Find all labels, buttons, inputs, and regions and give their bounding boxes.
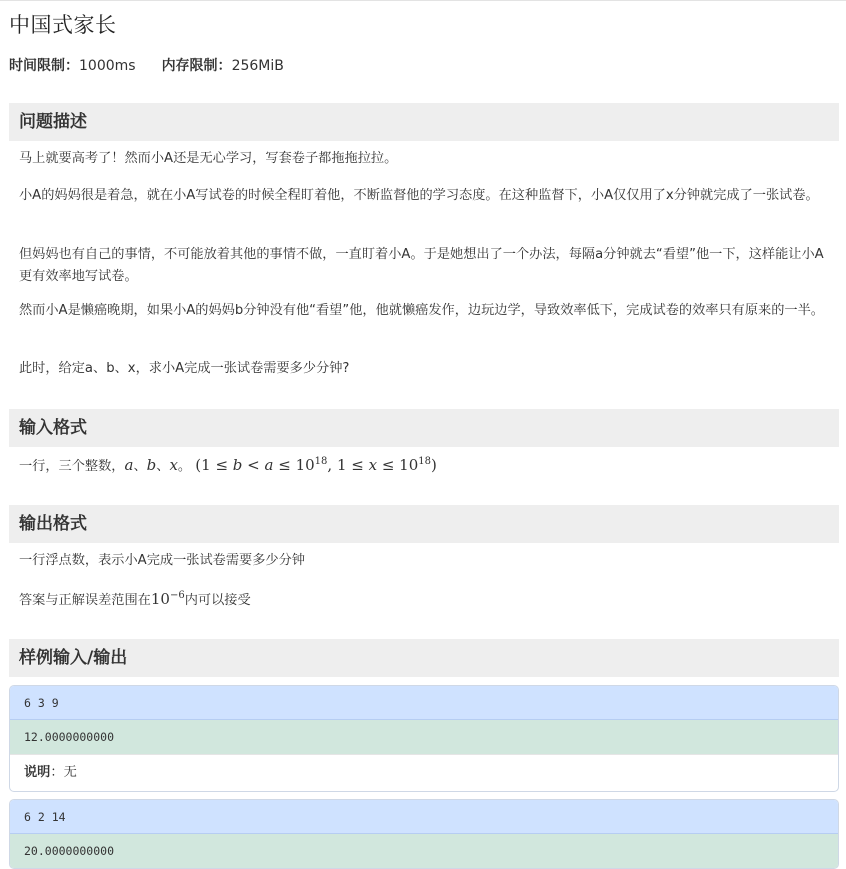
separator: 、	[156, 459, 170, 474]
time-limit-label: 时间限制：	[9, 58, 79, 74]
samples-heading: 样例输入/输出	[9, 639, 839, 677]
output-format-line-1: 一行浮点数，表示小A完成一张试卷需要多少分钟	[19, 553, 305, 568]
problem-title: 中国式家长	[9, 13, 117, 37]
input-format-heading: 输入格式	[9, 409, 839, 447]
precision-suffix: 内可以接受	[184, 593, 251, 608]
note-colon: ：	[50, 765, 64, 780]
description-paragraph-4: 然而小A是懒癌晚期，如果小A的妈妈b分钟没有他“看望”他，他就懒癌发作，边玩边学，导致效率低下，完成试卷的效率只有原来的一半。	[19, 303, 824, 318]
var-b: b	[146, 456, 157, 474]
sentence-end: 。	[177, 459, 192, 474]
precision-prefix: 答案与正解误差范围在	[19, 593, 151, 608]
sample-block-1	[9, 685, 839, 792]
note-label: 说明	[24, 765, 51, 780]
memory-limit-label: 内存限制：	[161, 58, 232, 74]
memory-limit-value: 256MiB	[231, 58, 284, 74]
description-paragraph-2: 小A的妈妈很是着急，就在小A写试卷的时候全程盯着他，不断监督他的学习态度。在这种监督下，小A仅仅用了x分钟就完成了一张试卷。	[19, 188, 819, 203]
note-value: 无	[63, 765, 77, 780]
time-limit-value: 1000ms	[79, 58, 136, 74]
description-heading: 问题描述	[9, 103, 839, 141]
sample-block-2	[9, 799, 839, 869]
sample-1-note	[10, 754, 838, 791]
sample-1-input[interactable]: 6 3 9	[10, 686, 838, 720]
output-format-heading: 输出格式	[9, 505, 839, 543]
description-paragraph-1: 马上就要高考了！然而小A还是无心学习，写套卷子都拖拖拉拉。	[19, 151, 398, 166]
description-paragraph-3: 但妈妈也有自己的事情，不可能放着其他的事情不做，一直盯着小A。于是她想出了一个办法，每隔a分钟就去“看望”他一下，这样能让小A更有效率地写试卷。	[19, 247, 824, 284]
input-constraints: ($1 \le b < a \le 10^{18}$, $1 \le x \le 10^{18}$)	[195, 456, 437, 474]
sample-1-output[interactable]: 12.0000000000	[10, 720, 838, 754]
sample-2-input[interactable]: 6 2 14	[10, 800, 838, 834]
output-format-line-2	[19, 588, 831, 612]
precision-value: $10^{-6}$	[150, 590, 185, 608]
var-a: a	[124, 456, 134, 474]
sample-2-output[interactable]: 20.0000000000	[10, 834, 838, 868]
input-format-prefix: 一行，三个整数，	[19, 459, 125, 474]
separator: 、	[133, 459, 147, 474]
description-paragraph-5: 此时，给定a、b、x，求小A完成一张试卷需要多少分钟?	[19, 361, 350, 376]
var-x: x	[169, 456, 178, 474]
input-format-text	[19, 454, 831, 478]
limits-row	[9, 55, 284, 75]
